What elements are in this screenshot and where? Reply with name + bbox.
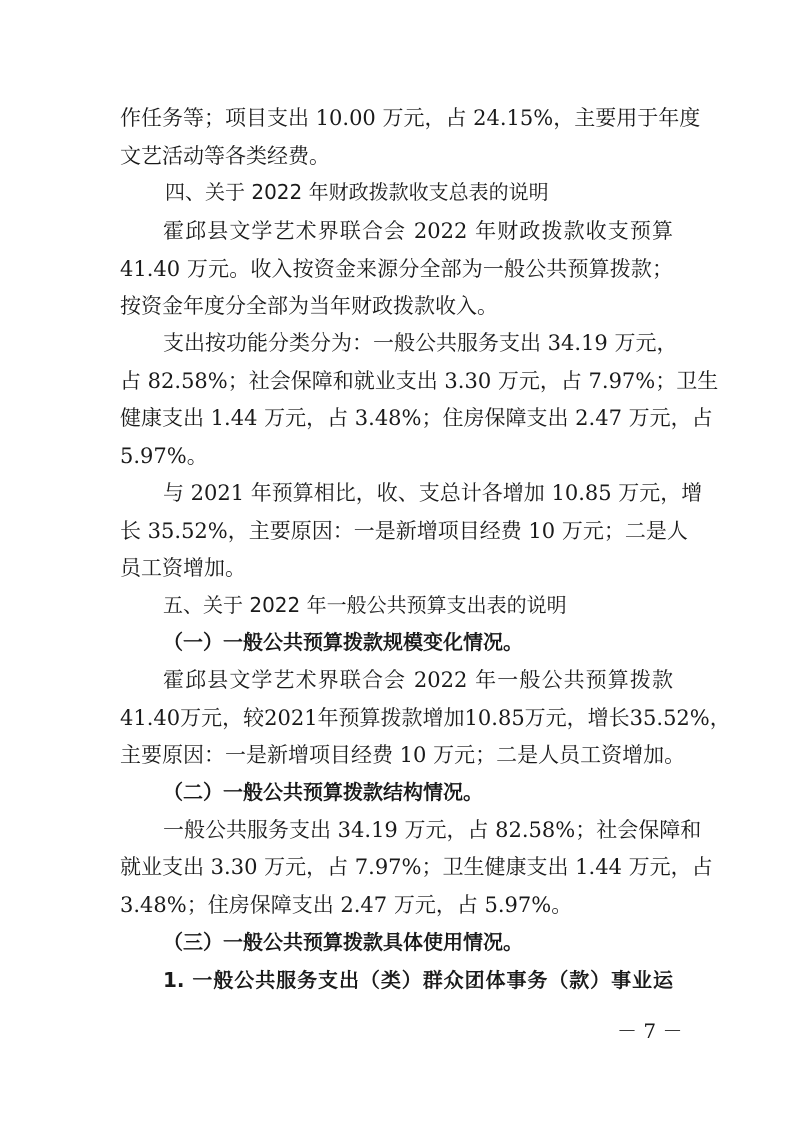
body-text-line: 长 35.52%，主要原因：一是新增项目经费 10 万元；二是人: [120, 519, 688, 543]
body-text-line: 文艺活动等各类经费。: [120, 144, 330, 168]
paragraph-first-line: 霍邱县文学艺术界联合会 2022 年一般公共预算拨款: [163, 668, 673, 692]
body-text-line: 41.40 万元。收入按资金来源分全部为一般公共预算拨款；: [120, 257, 673, 281]
body-text-line: 健康支出 1.44 万元，占 3.48%；住房保障支出 2.47 万元，占: [120, 406, 713, 430]
paragraph-first-line: 霍邱县文学艺术界联合会 2022 年财政拨款收支预算: [163, 219, 673, 243]
page-number: － 7 －: [617, 1019, 683, 1043]
body-text-line: 41.40万元，较2021年预算拨款增加10.85万元，增长35.52%，: [120, 706, 731, 730]
paragraph-first-line: 支出按功能分类分为：一般公共服务支出 34.19 万元，: [163, 331, 678, 355]
body-text-line: 主要原因：一是新增项目经费 10 万元；二是人员工资增加。: [120, 743, 686, 767]
subsection-heading: （三）一般公共预算拨款具体使用情况。: [163, 930, 523, 954]
body-text-line: 3.48%；住房保障支出 2.47 万元，占 5.97%。: [120, 893, 573, 917]
section-heading: 四、关于 2022 年财政拨款收支总表的说明: [165, 180, 549, 204]
paragraph-first-line: 一般公共服务支出 34.19 万元，占 82.58%；社会保障和: [163, 818, 702, 842]
paragraph-first-line: 与 2021 年预算相比，收、支总计各增加 10.85 万元，增: [163, 481, 703, 505]
section-heading: 五、关于 2022 年一般公共预算支出表的说明: [163, 593, 567, 617]
list-item-heading: 1. 一般公共服务支出（类）群众团体事务（款）事业运: [163, 968, 673, 992]
subsection-heading: （二）一般公共预算拨款结构情况。: [163, 780, 483, 804]
body-text-line: 占 82.58%；社会保障和就业支出 3.30 万元，占 7.97%；卫生: [120, 369, 719, 393]
body-text-line: 5.97%。: [120, 444, 208, 468]
subsection-heading: （一）一般公共预算拨款规模变化情况。: [163, 630, 523, 654]
body-text-line: 就业支出 3.30 万元，占 7.97%；卫生健康支出 1.44 万元，占: [120, 855, 713, 879]
body-text-line: 员工资增加。: [120, 556, 246, 580]
body-text-line: 按资金年度分全部为当年财政拨款收入。: [120, 294, 498, 318]
body-text-line: 作任务等；项目支出 10.00 万元，占 24.15%，主要用于年度: [120, 106, 701, 130]
